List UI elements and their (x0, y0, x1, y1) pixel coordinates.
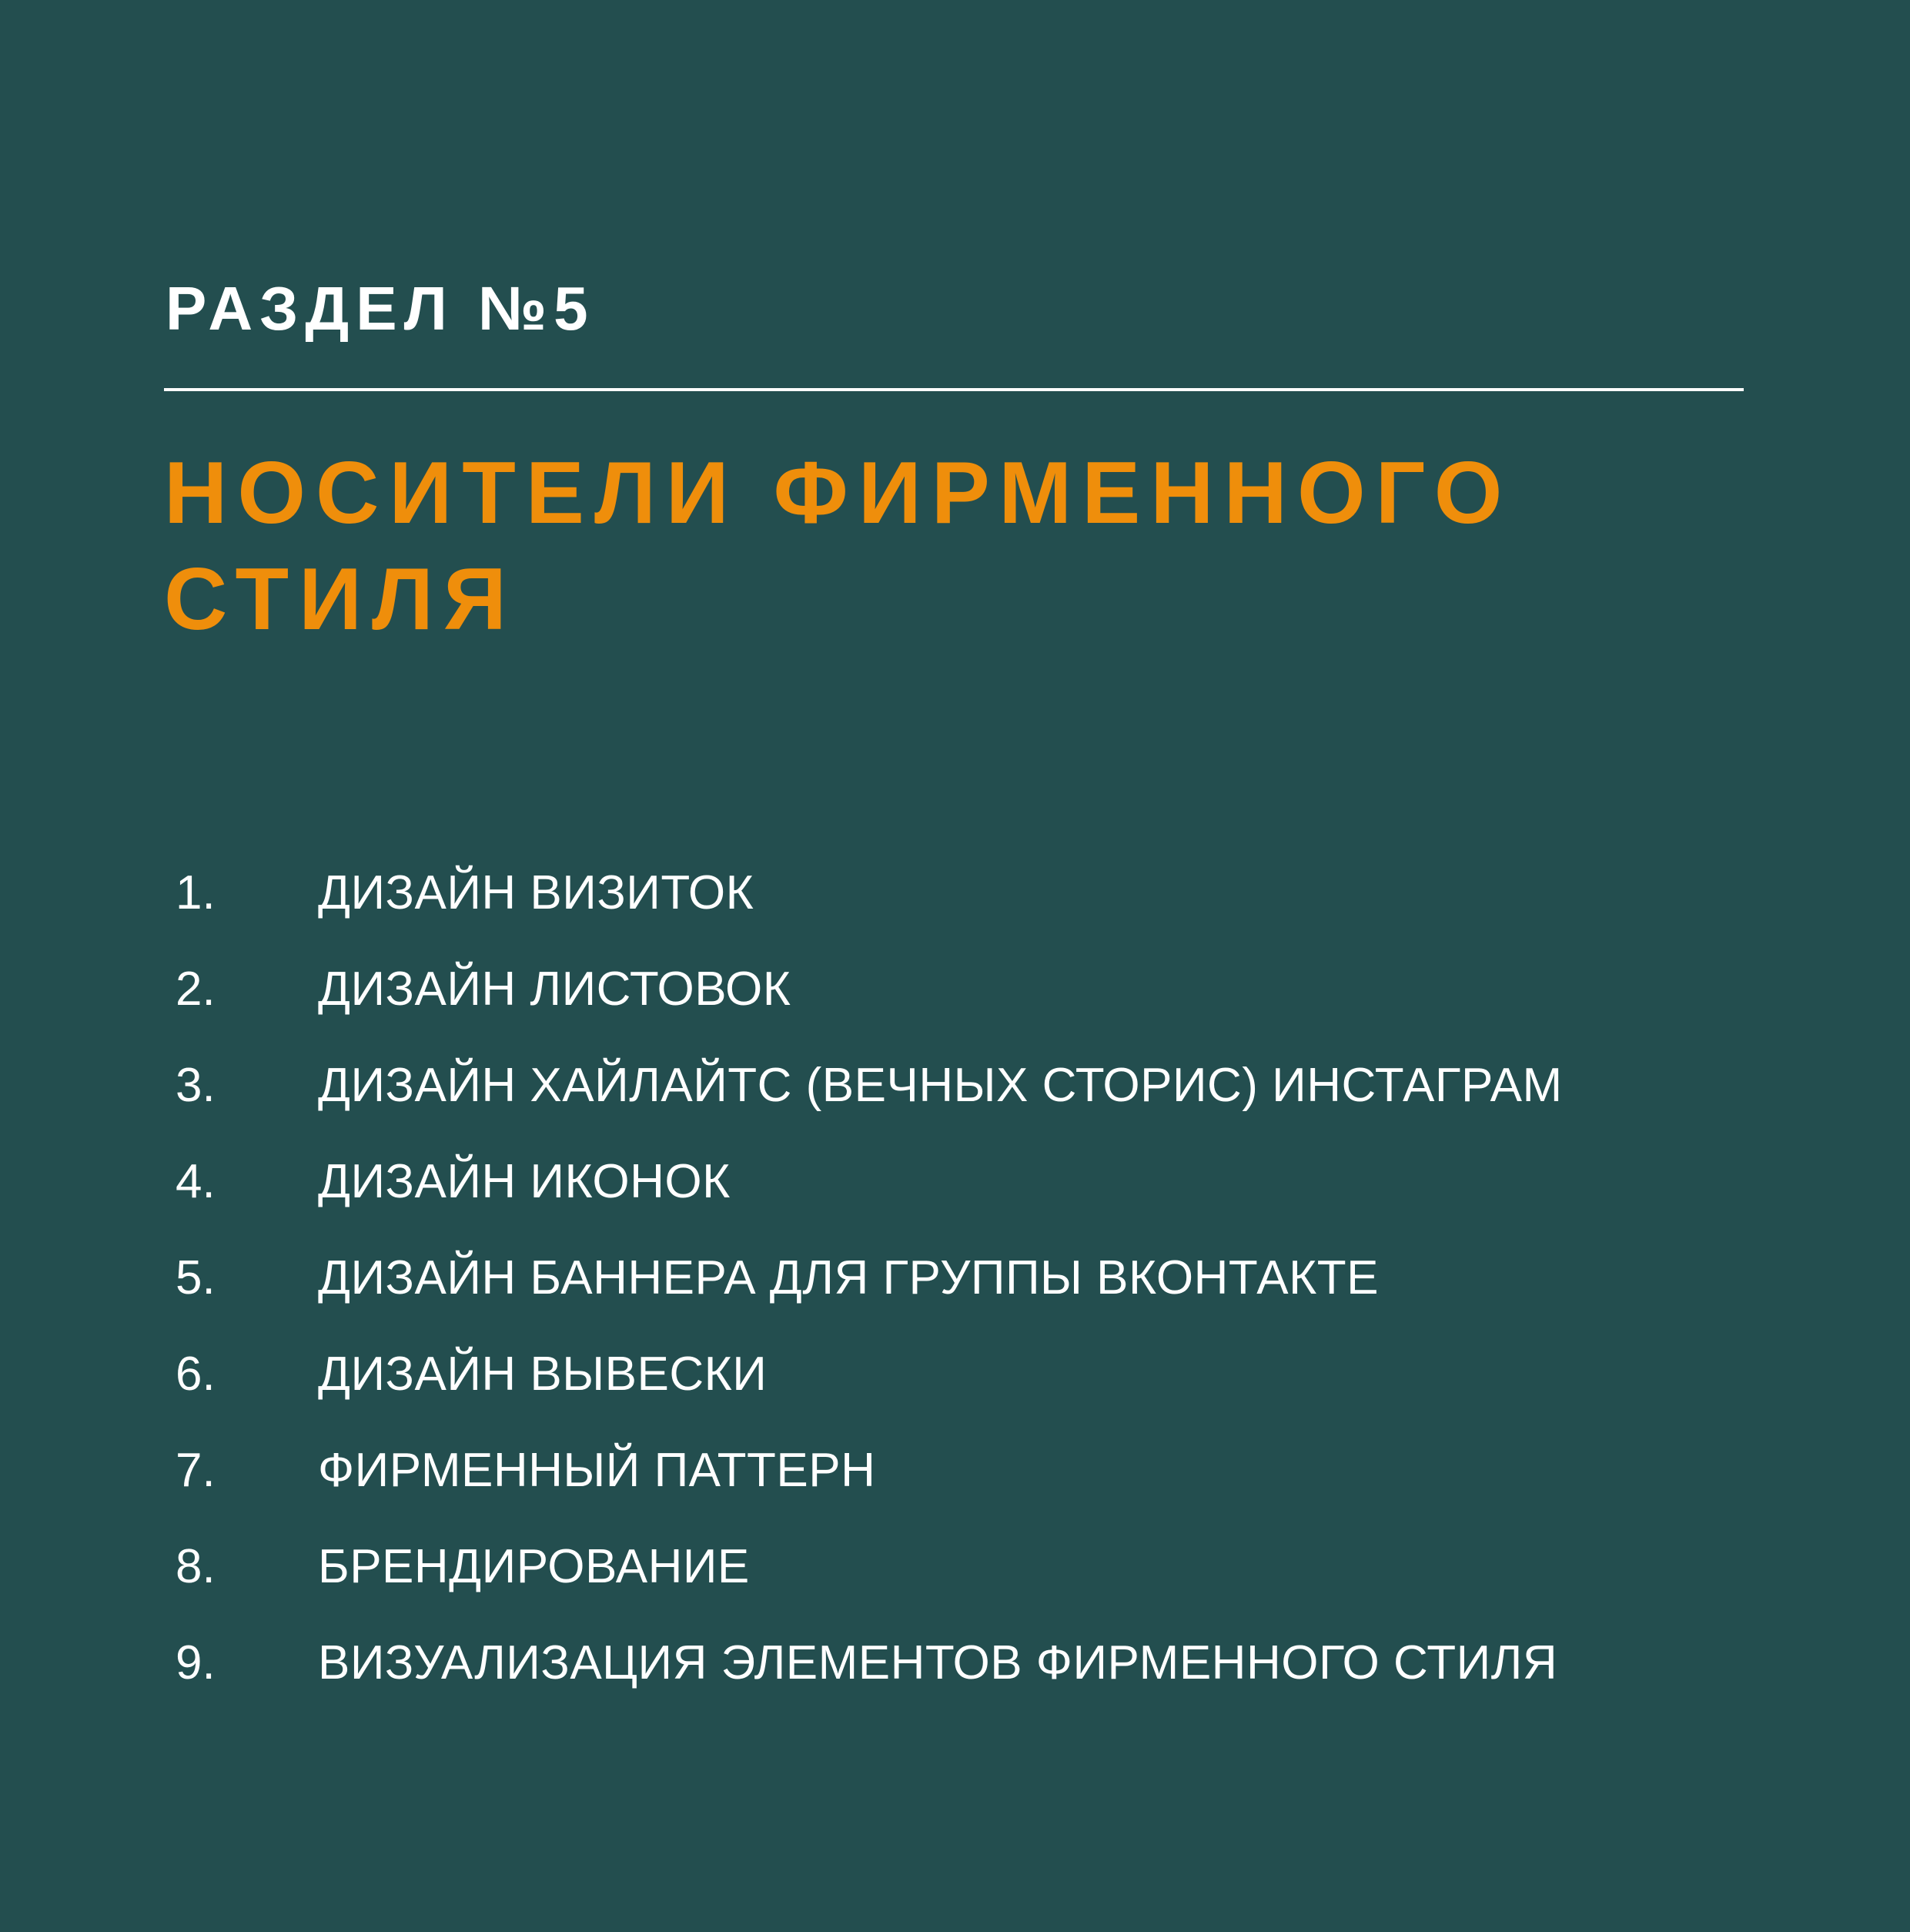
item-text: ДИЗАЙН ЛИСТОВОК (318, 963, 791, 1016)
item-number: 7. (176, 1444, 216, 1497)
item-number: 2. (176, 963, 216, 1016)
item-text: ФИРМЕННЫЙ ПАТТЕРН (318, 1444, 876, 1497)
page-title (164, 440, 1781, 653)
page-title-line-2: СТИЛЯ (164, 551, 517, 648)
item-number: 4. (176, 1155, 216, 1208)
page-title-line-1: НОСИТЕЛИ ФИРМЕННОГО (164, 444, 1513, 542)
item-text: ДИЗАЙН БАННЕРА ДЛЯ ГРУППЫ ВКОНТАКТЕ (318, 1251, 1379, 1304)
item-number: 6. (176, 1348, 216, 1401)
item-number: 8. (176, 1540, 216, 1593)
item-text: ДИЗАЙН ХАЙЛАЙТС (ВЕЧНЫХ СТОРИС) ИНСТАГРАМ (318, 1059, 1563, 1112)
item-text: ДИЗАЙН ВЫВЕСКИ (318, 1348, 768, 1401)
section-label: РАЗДЕЛ №5 (166, 274, 595, 343)
item-text: БРЕНДИРОВАНИЕ (318, 1540, 750, 1593)
item-number: 5. (176, 1251, 216, 1304)
item-text: ДИЗАЙН ИКОНОК (318, 1155, 731, 1208)
item-number: 3. (176, 1059, 216, 1112)
item-number: 1. (176, 866, 216, 919)
item-text: ВИЗУАЛИЗАЦИЯ ЭЛЕМЕНТОВ ФИРМЕННОГО СТИЛЯ (318, 1636, 1558, 1689)
item-text: ДИЗАЙН ВИЗИТОК (318, 866, 754, 919)
item-number: 9. (176, 1636, 216, 1689)
divider (164, 388, 1744, 391)
